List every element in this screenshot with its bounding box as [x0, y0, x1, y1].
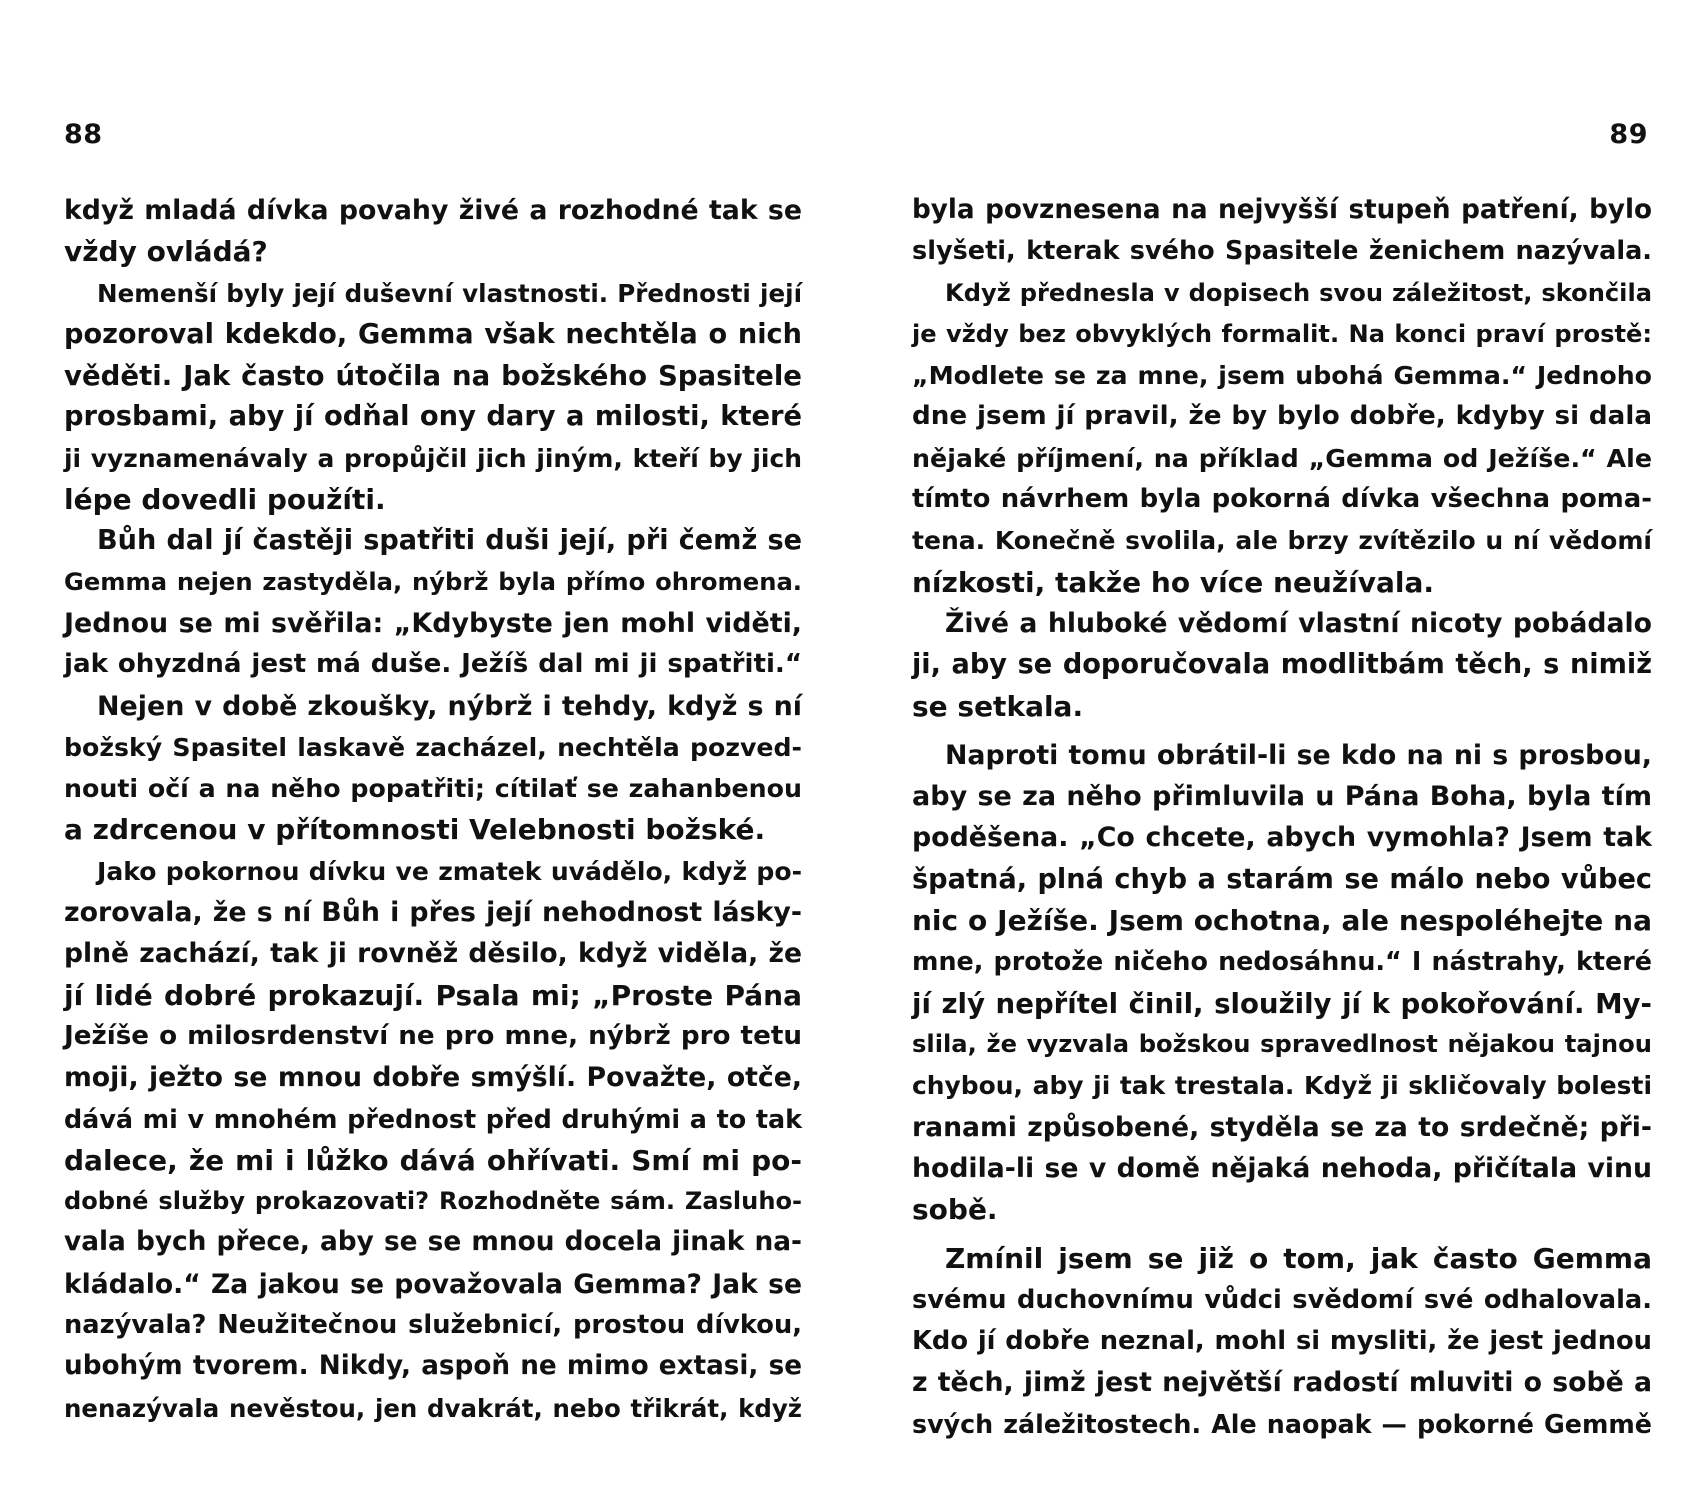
text-line: mne, protože ničeho nedosáhnu.“ I nástrahy, které [912, 946, 1652, 977]
text-line: svých záležitostech. Ale naopak — pokorné Gemmě [912, 1408, 1652, 1439]
text-line: Kdo jí dobře neznal, mohl si mysliti, že jest jednou [912, 1326, 1652, 1357]
text-line: chybou, aby ji tak trestala. Když ji skličovaly bolesti [912, 1071, 1652, 1101]
text-line: jak ohyzdná jest má duše. Ježíš dal mi ji spatřiti.“ [64, 649, 802, 680]
text-line: Zmínil jsem se již o tom, jak často Gemma [945, 1242, 1652, 1276]
text-line: byla povznesena na nejvyšší stupeň patření, bylo [912, 195, 1652, 225]
text-line: aby se za něho přimluvila u Pána Boha, byla tím [912, 781, 1652, 813]
text-line: nízkosti, takže ho více neužívala. [912, 565, 1435, 599]
text-line: špatná, plná chyb a starám se málo nebo vůbec [912, 863, 1652, 895]
text-line: Jednou se mi svěřila: „Kdybyste jen mohl viděti, [64, 607, 802, 639]
text-line: Když přednesla v dopisech svou záležitost, skončila [945, 278, 1652, 307]
text-line: Nejen v době zkoušky, nýbrž i tehdy, když s ní [97, 690, 802, 722]
left-page-text [64, 190, 802, 1429]
text-line: poděšena. „Co chcete, abych vymohla? Jsem tak [912, 822, 1652, 854]
text-line: vždy ovládá? [64, 235, 268, 269]
right-page [912, 0, 1652, 1500]
text-line: nazývala? Neužitečnou služebnicí, prostou dívkou, [64, 1310, 802, 1341]
left-page [64, 0, 802, 1500]
text-line: kládalo.“ Za jakou se považovala Gemma? Jak se [64, 1268, 802, 1300]
text-line: moji, ježto se mnou dobře smýšlí. Považte, otče, [64, 1062, 802, 1094]
page-number-left: 88 [64, 119, 103, 150]
text-line: sobě. [912, 1193, 998, 1227]
text-line: Nemenší byly její duševní vlastnosti. Přednosti její [97, 278, 802, 308]
page-number-right: 89 [1609, 119, 1648, 150]
text-line: nějaké příjmení, na příklad „Gemma od Ježíše.“ Ale [912, 442, 1652, 473]
text-line: plně zachází, tak ji rovněž děsilo, když viděla, že [64, 938, 802, 970]
text-line: pozoroval kdekdo, Gemma však nechtěla o nich [64, 318, 802, 350]
text-line: je vždy bez obvyklých formalit. Na konci praví prostě: [912, 319, 1652, 348]
text-line: „Modlete se za mne, jsem ubohá Gemma.“ Jednoho [912, 361, 1652, 391]
text-line: dobné služby prokazovati? Rozhodněte sám. Zasluho- [64, 1187, 802, 1216]
text-line: nouti očí a na něho popatřiti; cítilať se zahanbenou [64, 774, 802, 804]
text-line: Ježíše o milosrdenství ne pro mne, nýbrž pro tetu [64, 1020, 802, 1051]
text-line: slila, že vyzvala božskou spravedlnost nějakou tajnou [912, 1029, 1652, 1058]
text-line: z těch, jimž jest největší radostí mluviti o sobě a [912, 1367, 1652, 1399]
text-line: se setkala. [912, 689, 1084, 723]
text-line: ubohým tvorem. Nikdy, aspoň ne mimo extasi, se [64, 1351, 802, 1382]
text-line: tímto návrhem byla pokorná dívka všechna poma- [912, 484, 1652, 515]
text-line: dává mi v mnohém přednost před druhými a to tak [64, 1103, 802, 1134]
text-line: prosbami, aby jí odňal ony dary a milosti, které [64, 401, 802, 433]
text-line: Bůh dal jí častěji spatřiti duši její, při čemž se [97, 525, 802, 557]
text-line: Gemma nejen zastyděla, nýbrž byla přímo ohromena. [64, 567, 802, 596]
right-page-text [912, 190, 1652, 1445]
text-line: slyšeti, kterak svého Spasitele ženichem nazývala. [912, 236, 1652, 267]
text-line: a zdrcenou v přítomnosti Velebnosti božské. [64, 813, 766, 847]
text-line: Živé a hluboké vědomí vlastní nicoty pobádalo [945, 607, 1652, 639]
text-line: vala bych přece, aby se se mnou docela jinak na- [64, 1227, 802, 1258]
text-line: věděti. Jak často útočila na božského Spasitele [64, 359, 802, 393]
text-line: tena. Konečně svolila, ale brzy zvítězilo u ní vědomí [912, 526, 1652, 556]
text-line: hodila-li se v domě nějaká nehoda, přičítala vinu [912, 1152, 1652, 1184]
text-line: zorovala, že s ní Bůh i přes její nehodnost lásky- [64, 897, 802, 929]
text-line: jí zlý nepřítel činil, sloužily jí k pokořování. My- [912, 986, 1652, 1020]
text-line: svému duchovnímu vůdci svědomí své odhalovala. [912, 1284, 1652, 1315]
text-line: ranami způsobené, styděla se za to srdečně; při- [912, 1111, 1652, 1143]
text-line: dalece, že mi i lůžko dává ohřívati. Smí mi po- [64, 1143, 802, 1177]
text-line: Naproti tomu obrátil-li se kdo na ni s prosbou, [945, 739, 1652, 771]
text-line: nenazývala nevěstou, jen dvakrát, nebo třikrát, když [64, 1393, 802, 1423]
text-line: ji vyznamenávaly a propůjčil jich jiným, kteří by jich [64, 443, 802, 473]
text-line: když mladá dívka povahy živé a rozhodné tak se [64, 195, 802, 226]
text-line: lépe dovedli použíti. [64, 483, 386, 517]
text-line: ji, aby se doporučovala modlitbám těch, s nimiž [912, 649, 1652, 681]
text-line: Jako pokornou dívku ve zmatek uvádělo, když po- [97, 856, 802, 886]
text-line: nic o Ježíše. Jsem ochotna, ale nespoléhejte na [912, 904, 1652, 938]
text-line: dne jsem jí pravil, že by bylo dobře, kdyby si dala [912, 401, 1652, 432]
text-line: božský Spasitel laskavě zacházel, nechtěla pozved- [64, 732, 802, 762]
text-line: jí lidé dobré prokazují. Psala mi; „Proste Pána [64, 978, 802, 1012]
